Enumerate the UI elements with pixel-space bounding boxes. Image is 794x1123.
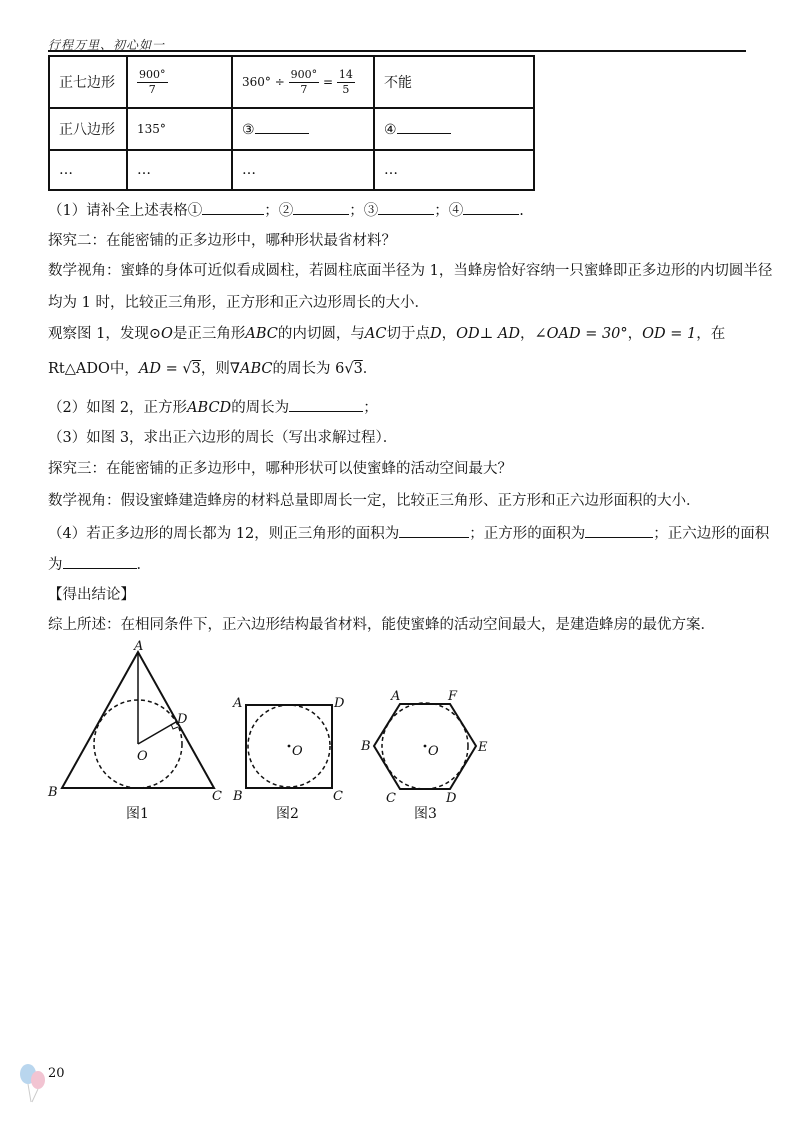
caption-fig2: 图2 [276,806,299,822]
table-cell-expr: 360° ÷ $\frac{900^\circ}{7}$ = $\frac{14}{5}$ [232,56,374,108]
label-O: O [292,744,303,759]
question-3: （3）如图 3，求出正六边形的周长（写出求解过程）． [48,430,398,446]
fraction: $\frac{900^\circ}{7}$ [139,67,166,96]
figure-2 [232,696,345,822]
label-B: B [233,789,243,804]
label-F: F [448,689,458,704]
figure-3 [360,689,488,822]
question-4-line1: （4）若正多边形的周长都为 12，则正三角形的面积为 ；正方形的面积为 ；正六边形的面积 [48,523,748,544]
question-4-line2: 为 ． [48,554,748,575]
table-cell-result: 不能 [374,56,534,108]
segment-OD [138,722,176,744]
question-1: （1）请补全上述表格① ；② ；③ ；④ . [48,200,748,221]
table-cell-ellipsis: … [127,150,232,190]
table-cell-shape: 正八边形 [49,108,127,150]
running-header: 行程万里、初心如一 [48,38,166,52]
label-O: O [137,749,148,764]
label-C: C [212,789,222,804]
table-cell-ellipsis: … [374,150,534,190]
label-B: B [361,739,371,754]
table-cell-ellipsis: … [232,150,374,190]
page-number: 20 [48,1066,65,1081]
label-A: A [134,640,144,654]
answer-blank-hexagon-area[interactable] [63,554,137,569]
answer-blank-2[interactable] [293,200,349,215]
center-dot [288,745,291,748]
explore-3-view: 数学视角：假设蜜蜂建造蜂房的材料总量即周长一定，比较正三角形、正方形和正六边形面积的大小． [48,493,701,509]
label-A: A [233,696,243,711]
conclusion-title: 【得出结论】 [48,587,135,603]
table-cell-shape: 正七边形 [49,56,127,108]
balloon-icon [16,1060,50,1104]
table-row [49,56,534,108]
answer-blank-triangle-area[interactable] [399,523,469,538]
polygon-angle-table [48,55,535,191]
label-D: D [446,791,457,806]
header-rule [48,50,746,52]
label-C: C [333,789,343,804]
label-D: D [334,696,345,711]
observation-line2: Rt△ADO中，AD = √3，则∇ABC的周长为 6√3． [48,361,378,377]
label-C: C [386,791,396,806]
center-dot [424,745,427,748]
caption-fig1: 图1 [126,806,149,822]
table-cell-angle [127,56,232,108]
table-row [49,150,534,190]
label-E: E [478,740,488,755]
answer-blank-3[interactable] [378,200,434,215]
table-cell-blank-3[interactable]: ③ [232,108,374,150]
table-cell-angle: 135° [127,108,232,150]
answer-blank-1[interactable] [202,200,264,215]
explore-3-title: 探究三：在能密铺的正多边形中，哪种形状可以使蜜蜂的活动空间最大？ [48,461,512,477]
geometry-figures [40,640,510,830]
answer-blank-square-area[interactable] [585,523,653,538]
answer-blank-4[interactable] [463,200,519,215]
explore-2-view-line2: 均为 1 时，比较正三角形，正方形和正六边形周长的大小． [48,295,429,311]
answer-blank-q2[interactable] [289,397,363,412]
label-D: D [177,712,188,727]
table-cell-ellipsis: … [49,150,127,190]
conclusion-text: 综上所述：在相同条件下，正六边形结构最省材料，能使蜜蜂的活动空间最大，是建造蜂房的最优方案． [48,617,715,633]
label-A: A [391,689,401,704]
table-cell-blank-4[interactable]: ④ [374,108,534,150]
explore-2-view-line1: 数学视角：蜜蜂的身体可近似看成圆柱，若圆柱底面半径为 1，当蜂房恰好容纳一只蜜蜂即正多边形的内切圆半径 [48,263,773,279]
label-B: B [48,785,58,800]
question-2: （2）如图 2，正方形ABCD的周长为 ； [48,397,748,418]
label-O: O [428,744,439,759]
observation-line1: 观察图 1，发现⊙O是正三角形ABC的内切圆，与AC切于点D，OD⊥ AD，∠OAD = 30°，OD = 1，在 [48,326,726,342]
caption-fig3: 图3 [414,806,437,822]
table-row [49,108,534,150]
explore-2-title: 探究二：在能密铺的正多边形中，哪种形状最省材料？ [48,233,396,249]
figure-1 [47,640,222,822]
